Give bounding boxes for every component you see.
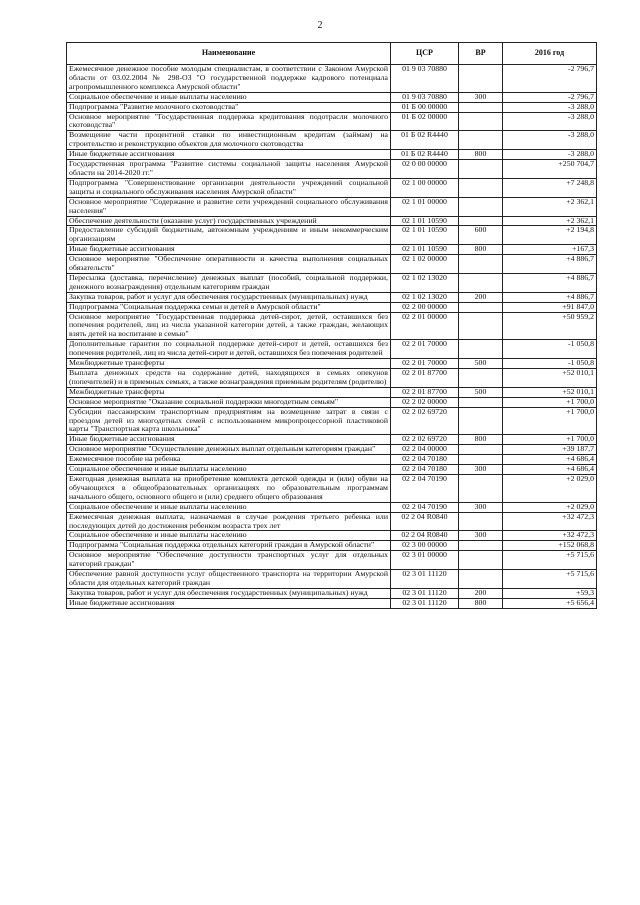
budget-table: [66, 42, 597, 609]
row-value-cell: +2 029,0: [503, 474, 597, 502]
row-name-cell: Возмещение части процентной ставки по инвестиционным кредитам (займам) на строительство и реконструкцию объектов для молочного скотоводства: [67, 131, 391, 150]
table-row: [67, 465, 597, 475]
table-header-row: [67, 43, 597, 65]
row-csr-cell: 02 2 01 87700: [391, 369, 459, 388]
row-name-cell: Субсидии пассажирским транспортным предприятиям на возмещение затрат в связи с проездом детей из многодетных семей с использованием микропроцессорной пластиковой карты "Транспортная карта школьника": [67, 407, 391, 435]
row-csr-cell: 02 1 02 13020: [391, 292, 459, 302]
row-value-cell: -2 796,7: [503, 65, 597, 93]
row-value-cell: -2 796,7: [503, 92, 597, 102]
row-csr-cell: 02 3 01 11120: [391, 598, 459, 608]
table-row: [67, 541, 597, 551]
row-name-cell: Подпрограмма "Развитие молочного скотоводства": [67, 102, 391, 112]
row-name-cell: Основное мероприятие "Государственная поддержка кредитования подотрасли молочного скотоводства": [67, 112, 391, 131]
row-vr-cell: 200: [459, 292, 503, 302]
row-value-cell: -3 288,0: [503, 102, 597, 112]
row-value-cell: -3 288,0: [503, 112, 597, 131]
table-row: [67, 598, 597, 608]
table-row: [67, 160, 597, 179]
row-vr-cell: [459, 131, 503, 150]
row-csr-cell: 02 1 01 10590: [391, 216, 459, 226]
row-value-cell: +59,3: [503, 588, 597, 598]
row-csr-cell: 02 2 02 69720: [391, 407, 459, 435]
row-name-cell: Предоставление субсидий бюджетным, автономным учреждениям и иным некоммерческим организациям: [67, 226, 391, 245]
row-name-cell: Подпрограмма "Совершенствование организации деятельности учреждений социальной защиты и социального обслуживания населения Амурской области": [67, 178, 391, 197]
row-vr-cell: 600: [459, 226, 503, 245]
row-vr-cell: 800: [459, 150, 503, 160]
row-csr-cell: 02 2 01 70000: [391, 359, 459, 369]
row-vr-cell: 200: [459, 588, 503, 598]
row-csr-cell: 02 2 04 00000: [391, 445, 459, 455]
row-value-cell: +32 472,3: [503, 512, 597, 531]
row-csr-cell: 01 9 03 70880: [391, 92, 459, 102]
row-vr-cell: [459, 570, 503, 589]
row-csr-cell: 01 9 03 70880: [391, 65, 459, 93]
table-row: [67, 112, 597, 131]
table-row: [67, 588, 597, 598]
row-vr-cell: 300: [459, 92, 503, 102]
table-row: [67, 531, 597, 541]
row-value-cell: +4 886,7: [503, 292, 597, 302]
row-csr-cell: 01 Б 00 00000: [391, 102, 459, 112]
row-csr-cell: 02 2 04 70190: [391, 502, 459, 512]
table-row: [67, 65, 597, 93]
row-vr-cell: 500: [459, 359, 503, 369]
row-name-cell: Подпрограмма "Социальная поддержка отдельных категорий граждан в Амурской области": [67, 541, 391, 551]
row-csr-cell: 02 1 00 00000: [391, 178, 459, 197]
row-vr-cell: [459, 551, 503, 570]
table-row: [67, 255, 597, 274]
table-row: [67, 340, 597, 359]
row-value-cell: +5 656,4: [503, 598, 597, 608]
row-vr-cell: [459, 512, 503, 531]
row-vr-cell: [459, 102, 503, 112]
row-csr-cell: 02 2 01 00000: [391, 312, 459, 340]
table-row: [67, 92, 597, 102]
row-csr-cell: 01 Б 02 R4440: [391, 131, 459, 150]
row-name-cell: Межбюджетные трансферты: [67, 387, 391, 397]
table-row: [67, 273, 597, 292]
row-name-cell: Межбюджетные трансферты: [67, 359, 391, 369]
table-row: [67, 445, 597, 455]
row-csr-cell: 02 3 01 11120: [391, 570, 459, 589]
row-vr-cell: 500: [459, 387, 503, 397]
row-vr-cell: 300: [459, 502, 503, 512]
row-vr-cell: [459, 340, 503, 359]
row-value-cell: +91 847,0: [503, 302, 597, 312]
table-row: [67, 512, 597, 531]
row-csr-cell: 02 2 04 70180: [391, 455, 459, 465]
row-name-cell: Социальное обеспечение и иные выплаты населению: [67, 502, 391, 512]
row-csr-cell: 02 3 00 00000: [391, 541, 459, 551]
table-row: [67, 245, 597, 255]
table-row: [67, 150, 597, 160]
row-vr-cell: [459, 445, 503, 455]
row-vr-cell: [459, 474, 503, 502]
row-name-cell: Основное мероприятие "Оказание социальной поддержки многодетным семьям": [67, 397, 391, 407]
row-name-cell: Дополнительные гарантии по социальной поддержке детей-сирот и детей, оставшихся без попечения родителей, лиц из числа детей-сирот и детей, оставшихся без попечения родителей: [67, 340, 391, 359]
row-name-cell: Иные бюджетные ассигнования: [67, 435, 391, 445]
row-name-cell: Социальное обеспечение и иные выплаты населению: [67, 92, 391, 102]
table-body: [67, 65, 597, 609]
row-vr-cell: [459, 369, 503, 388]
row-name-cell: Государственная программа "Развитие системы социальной защиты населения Амурской области на 2014-2020 гг.": [67, 160, 391, 179]
row-value-cell: +50 959,2: [503, 312, 597, 340]
row-name-cell: Закупка товаров, работ и услуг для обеспечения государственных (муниципальных) нужд: [67, 588, 391, 598]
table-row: [67, 178, 597, 197]
row-value-cell: +1 700,0: [503, 397, 597, 407]
row-name-cell: Основное мероприятие "Осуществление денежных выплат отдельным категориям граждан": [67, 445, 391, 455]
header-vr: ВР: [459, 43, 503, 65]
row-csr-cell: 02 2 00 00000: [391, 302, 459, 312]
row-value-cell: +4 886,7: [503, 255, 597, 274]
row-vr-cell: [459, 178, 503, 197]
header-name: Наименование: [67, 43, 391, 65]
row-vr-cell: 300: [459, 465, 503, 475]
row-vr-cell: [459, 160, 503, 179]
row-name-cell: Выплата денежных средств на содержание детей, находящихся в семьях опекунов (попечителей) и в приемных семьях, а также вознаграждения приемным родителям (родителю): [67, 369, 391, 388]
row-vr-cell: [459, 455, 503, 465]
table-row: [67, 292, 597, 302]
row-vr-cell: [459, 255, 503, 274]
row-csr-cell: 02 3 01 11120: [391, 588, 459, 598]
row-value-cell: +250 704,7: [503, 160, 597, 179]
row-value-cell: -3 288,0: [503, 131, 597, 150]
row-value-cell: +1 700,0: [503, 407, 597, 435]
table-row: [67, 551, 597, 570]
row-csr-cell: 02 2 04 R0840: [391, 512, 459, 531]
row-value-cell: -1 050,8: [503, 359, 597, 369]
row-value-cell: +5 715,6: [503, 551, 597, 570]
row-name-cell: Ежемесячное денежное пособие молодым специалистам, в соответствии с Законом Амурской области от 03.02.2004 № 298-ОЗ "О государственной поддержке кадрового потенциала агропромышленного комплекса Амурской области": [67, 65, 391, 93]
row-csr-cell: 02 0 00 00000: [391, 160, 459, 179]
row-value-cell: +167,3: [503, 245, 597, 255]
row-vr-cell: 800: [459, 435, 503, 445]
row-name-cell: Подпрограмма "Социальная поддержка семьи и детей в Амурской области": [67, 302, 391, 312]
table-row: [67, 102, 597, 112]
row-value-cell: +5 715,6: [503, 570, 597, 589]
row-vr-cell: [459, 302, 503, 312]
row-value-cell: +7 248,8: [503, 178, 597, 197]
table-row: [67, 312, 597, 340]
row-value-cell: +52 010,1: [503, 387, 597, 397]
row-name-cell: Ежемесячное пособие на ребенка: [67, 455, 391, 465]
table-row: [67, 197, 597, 216]
row-name-cell: Социальное обеспечение и иные выплаты населению: [67, 531, 391, 541]
row-value-cell: +32 472,3: [503, 531, 597, 541]
row-name-cell: Ежемесячная денежная выплата, назначаемая в случае рождения третьего ребенка или последующих детей до достижения ребенком возраста трех лет: [67, 512, 391, 531]
row-name-cell: Обеспечение равной доступности услуг общественного транспорта на территории Амурской области для отдельных категорий граждан: [67, 570, 391, 589]
row-csr-cell: 02 2 02 69720: [391, 435, 459, 445]
row-vr-cell: [459, 197, 503, 216]
table-row: [67, 570, 597, 589]
row-csr-cell: 02 2 04 70190: [391, 474, 459, 502]
row-value-cell: -3 288,0: [503, 150, 597, 160]
table-row: [67, 474, 597, 502]
header-csr: ЦСР: [391, 43, 459, 65]
row-name-cell: Иные бюджетные ассигнования: [67, 150, 391, 160]
row-csr-cell: 02 2 04 R0840: [391, 531, 459, 541]
row-value-cell: +2 362,1: [503, 216, 597, 226]
row-value-cell: -1 050,8: [503, 340, 597, 359]
row-name-cell: Основное мероприятие "Обеспечение доступности транспортных услуг для отдельных категорий граждан": [67, 551, 391, 570]
row-csr-cell: 01 Б 02 R4440: [391, 150, 459, 160]
row-value-cell: +2 362,1: [503, 197, 597, 216]
row-value-cell: +4 886,7: [503, 273, 597, 292]
row-vr-cell: [459, 273, 503, 292]
row-name-cell: Иные бюджетные ассигнования: [67, 598, 391, 608]
row-name-cell: Иные бюджетные ассигнования: [67, 245, 391, 255]
row-vr-cell: 800: [459, 598, 503, 608]
row-csr-cell: 02 3 01 00000: [391, 551, 459, 570]
row-vr-cell: 300: [459, 531, 503, 541]
row-name-cell: Социальное обеспечение и иные выплаты населению: [67, 465, 391, 475]
table-row: [67, 369, 597, 388]
row-name-cell: Основное мероприятие "Обеспечение оперативности и качества выполнения социальных обязательств": [67, 255, 391, 274]
row-value-cell: +4 686,4: [503, 455, 597, 465]
row-vr-cell: [459, 65, 503, 93]
row-name-cell: Ежегодная денежная выплата на приобретение комплекта детской одежды и (или) обуви на обучающихся в общеобразовательных организациях по образовательным программам начального общего, основного общего и (или) среднего общего образования: [67, 474, 391, 502]
row-csr-cell: 02 1 01 00000: [391, 197, 459, 216]
row-csr-cell: 02 2 04 70180: [391, 465, 459, 475]
row-vr-cell: [459, 112, 503, 131]
row-value-cell: +152 068,8: [503, 541, 597, 551]
row-vr-cell: [459, 216, 503, 226]
row-csr-cell: 02 1 01 10590: [391, 245, 459, 255]
row-name-cell: Обеспечение деятельности (оказание услуг) государственных учреждений: [67, 216, 391, 226]
row-name-cell: Закупка товаров, работ и услуг для обеспечения государственных (муниципальных) нужд: [67, 292, 391, 302]
row-name-cell: Пересылка (доставка, перечисление) денежных выплат (пособий, социальной поддержки, денежного вознаграждения) отдельным категориям граждан: [67, 273, 391, 292]
row-value-cell: +52 010,1: [503, 369, 597, 388]
table-row: [67, 407, 597, 435]
page-number: 2: [317, 20, 323, 31]
table-row: [67, 435, 597, 445]
row-vr-cell: [459, 407, 503, 435]
row-csr-cell: 02 2 01 87700: [391, 387, 459, 397]
row-value-cell: +2 194,8: [503, 226, 597, 245]
row-csr-cell: 02 1 02 13020: [391, 273, 459, 292]
table-row: [67, 131, 597, 150]
row-value-cell: +1 700,0: [503, 435, 597, 445]
row-value-cell: +2 029,0: [503, 502, 597, 512]
table-row: [67, 397, 597, 407]
table-row: [67, 359, 597, 369]
header-year: 2016 год: [503, 43, 597, 65]
row-vr-cell: [459, 541, 503, 551]
table-row: [67, 455, 597, 465]
row-value-cell: +4 686,4: [503, 465, 597, 475]
row-name-cell: Основное мероприятие "Содержание и развитие сети учреждений социального обслуживания населения": [67, 197, 391, 216]
row-csr-cell: 01 Б 02 00000: [391, 112, 459, 131]
row-csr-cell: 02 1 01 10590: [391, 226, 459, 245]
row-vr-cell: 800: [459, 245, 503, 255]
table-row: [67, 502, 597, 512]
table-row: [67, 226, 597, 245]
row-value-cell: +39 187,7: [503, 445, 597, 455]
row-csr-cell: 02 1 02 00000: [391, 255, 459, 274]
table-row: [67, 302, 597, 312]
table-row: [67, 387, 597, 397]
row-vr-cell: [459, 312, 503, 340]
row-csr-cell: 02 2 01 70000: [391, 340, 459, 359]
table-row: [67, 216, 597, 226]
row-csr-cell: 02 2 02 00000: [391, 397, 459, 407]
row-name-cell: Основное мероприятие "Государственная поддержка детей-сирот, детей, оставшихся без попечения родителей, лиц из числа указанной категории детей, а также граждан, желающих взять детей на воспитание в семью": [67, 312, 391, 340]
row-vr-cell: [459, 397, 503, 407]
